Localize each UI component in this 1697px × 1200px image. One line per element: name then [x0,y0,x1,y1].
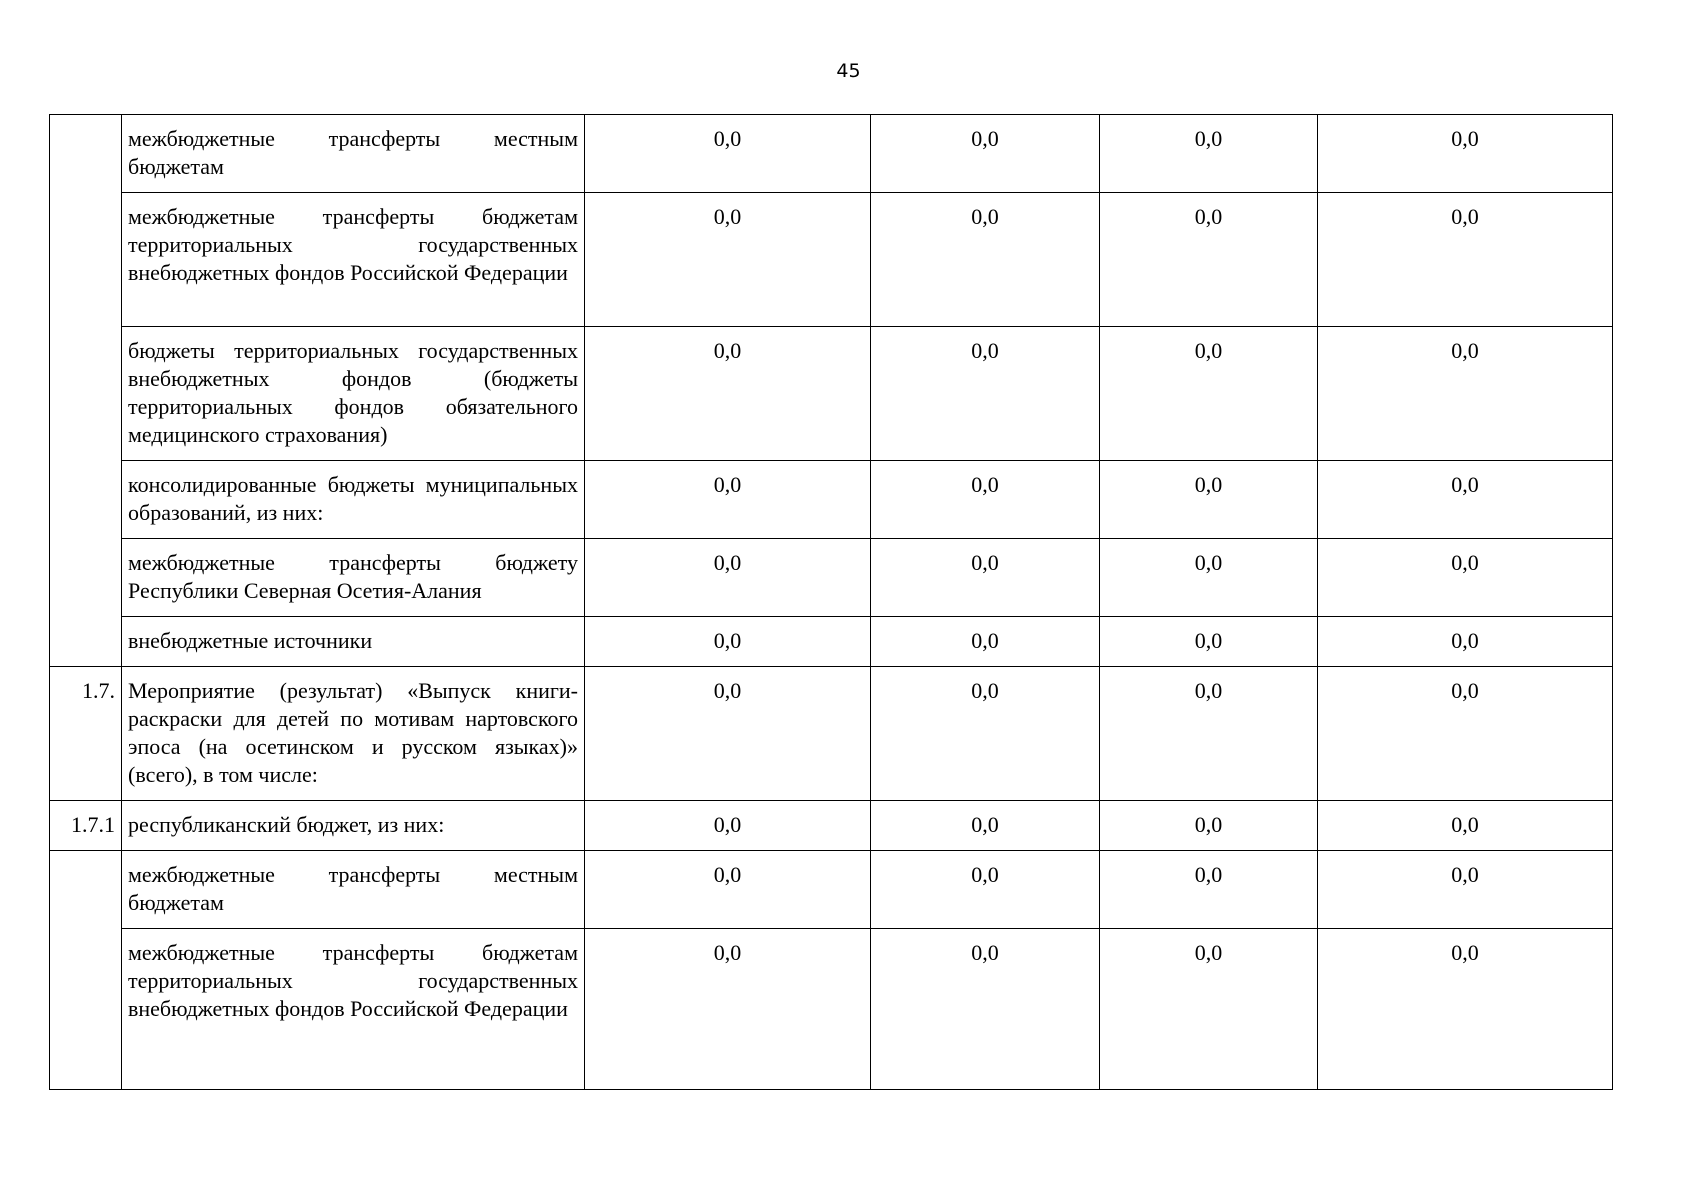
table-row [50,801,1613,851]
value-cell: 0,0 [1100,461,1318,539]
table-row [50,617,1613,667]
value-cell: 0,0 [1318,115,1613,193]
row-number-cell: 1.7. [50,667,122,801]
value-cell: 0,0 [1100,667,1318,801]
value-cell: 0,0 [1100,193,1318,327]
value-cell: 0,0 [585,801,871,851]
table-row [50,115,1613,193]
page-number: 45 [836,60,861,82]
value-cell: 0,0 [585,193,871,327]
value-cell: 0,0 [1318,667,1613,801]
value-cell: 0,0 [871,115,1100,193]
value-cell: 0,0 [871,327,1100,461]
table-row [50,327,1613,461]
value-cell: 0,0 [871,801,1100,851]
value-cell: 0,0 [1100,539,1318,617]
row-description: межбюджетные трансферты местным бюджетам [122,115,585,193]
value-cell: 0,0 [1318,801,1613,851]
row-description: консолидированные бюджеты муниципальных образований, из них: [122,461,585,539]
value-cell: 0,0 [1318,461,1613,539]
value-cell: 0,0 [871,617,1100,667]
row-description: межбюджетные трансферты бюджетам территориальных государственных внебюджетных фондов Российской Федерации [122,193,585,327]
value-cell: 0,0 [585,115,871,193]
table-row [50,929,1613,1090]
table-row [50,193,1613,327]
table-row [50,539,1613,617]
value-cell: 0,0 [1100,851,1318,929]
table-row [50,667,1613,801]
value-cell: 0,0 [871,667,1100,801]
row-description: республиканский бюджет, из них: [122,801,585,851]
value-cell: 0,0 [585,851,871,929]
row-number-cell [50,851,122,1090]
value-cell: 0,0 [1318,193,1613,327]
value-cell: 0,0 [585,667,871,801]
value-cell: 0,0 [1318,851,1613,929]
value-cell: 0,0 [585,929,871,1090]
row-description: межбюджетные трансферты местным бюджетам [122,851,585,929]
value-cell: 0,0 [1318,929,1613,1090]
value-cell: 0,0 [871,929,1100,1090]
row-description: внебюджетные источники [122,617,585,667]
value-cell: 0,0 [1318,617,1613,667]
value-cell: 0,0 [1100,801,1318,851]
value-cell: 0,0 [585,617,871,667]
value-cell: 0,0 [871,539,1100,617]
value-cell: 0,0 [1318,327,1613,461]
value-cell: 0,0 [871,851,1100,929]
value-cell: 0,0 [585,539,871,617]
table-row [50,461,1613,539]
row-description: межбюджетные трансферты бюджетам территориальных государственных внебюджетных фондов Российской Федерации [122,929,585,1090]
value-cell: 0,0 [871,193,1100,327]
row-description: Мероприятие (результат) «Выпуск книги-раскраски для детей по мотивам нартовского эпоса (на осетинском и русском языках)» (всего), в том числе: [122,667,585,801]
value-cell: 0,0 [585,461,871,539]
value-cell: 0,0 [871,461,1100,539]
value-cell: 0,0 [1100,115,1318,193]
value-cell: 0,0 [585,327,871,461]
row-number-cell: 1.7.1 [50,801,122,851]
row-description: бюджеты территориальных государственных внебюджетных фондов (бюджеты территориальных фондов обязательного медицинского страхования) [122,327,585,461]
row-description: межбюджетные трансферты бюджету Республики Северная Осетия-Алания [122,539,585,617]
value-cell: 0,0 [1318,539,1613,617]
value-cell: 0,0 [1100,327,1318,461]
value-cell: 0,0 [1100,929,1318,1090]
budget-table [49,114,1613,1090]
row-number-cell [50,115,122,667]
value-cell: 0,0 [1100,617,1318,667]
table-row [50,851,1613,929]
